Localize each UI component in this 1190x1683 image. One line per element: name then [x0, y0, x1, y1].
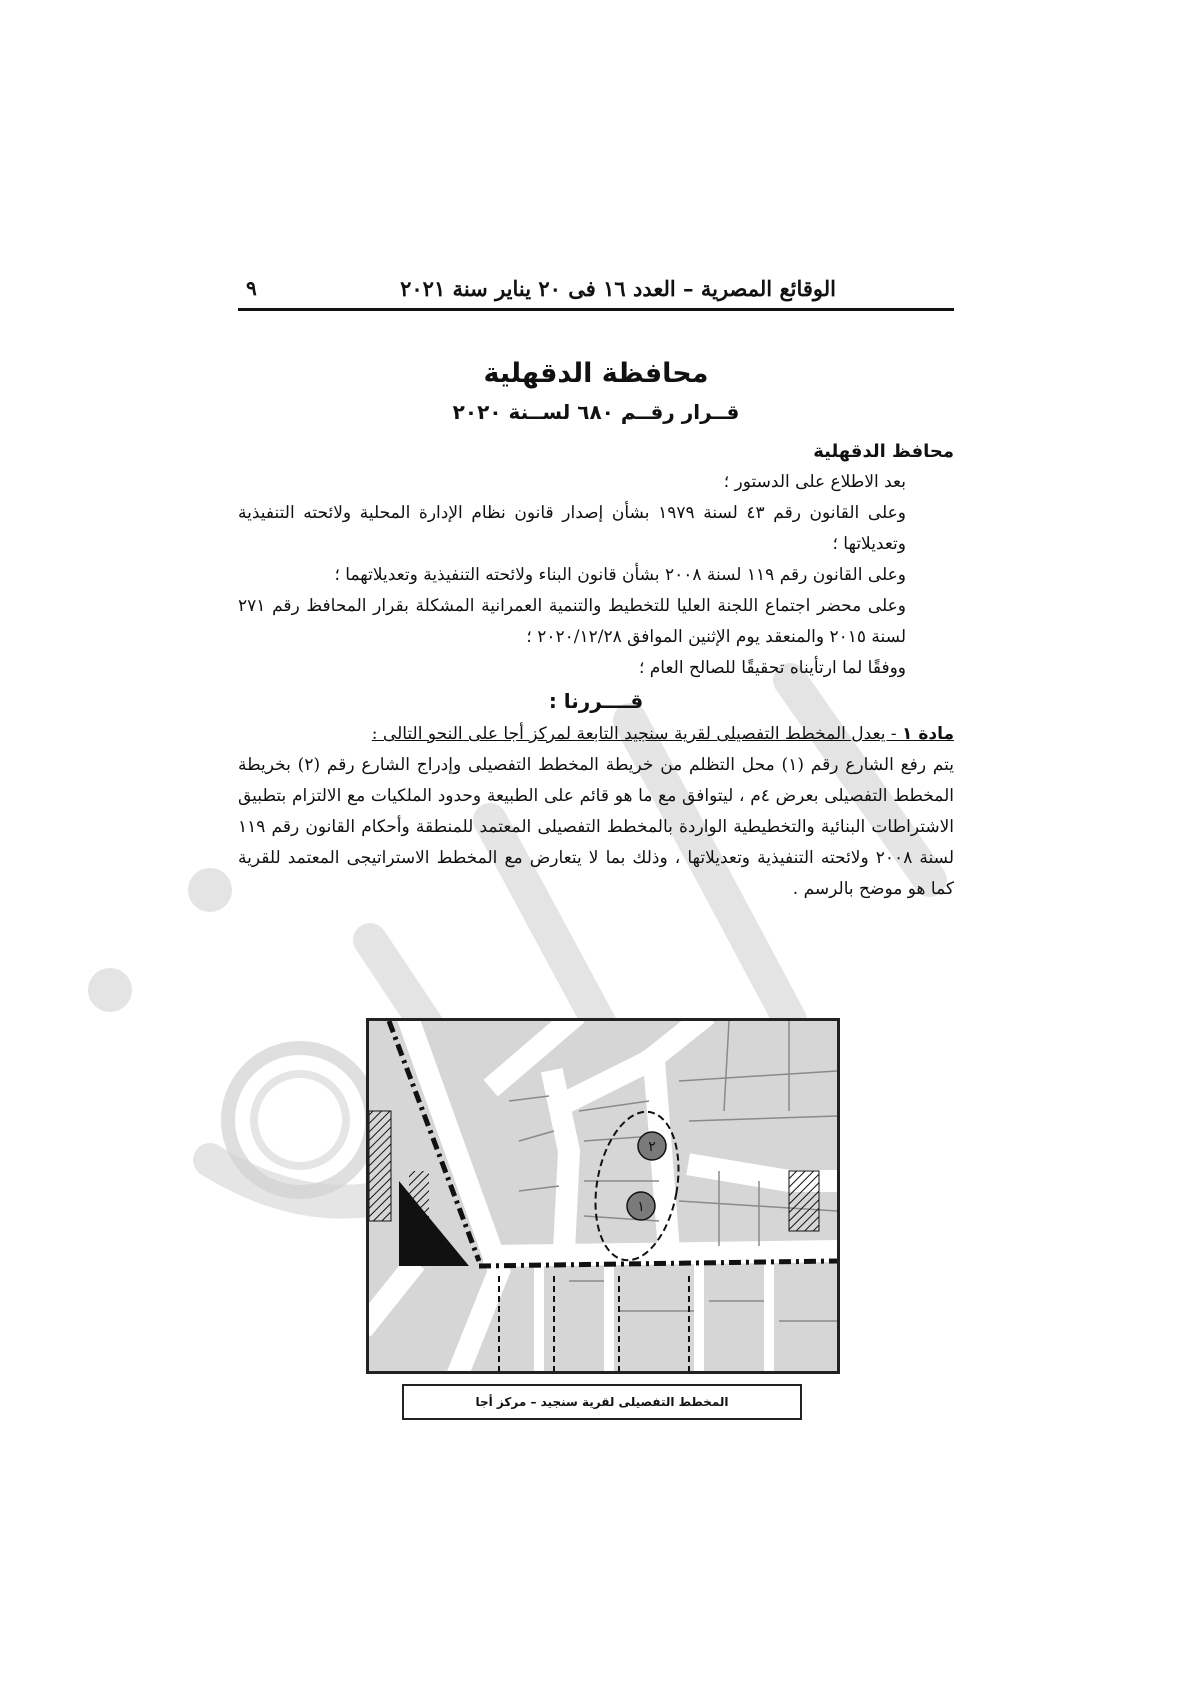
article-label: مادة ١	[902, 724, 954, 744]
page-number: ٩	[246, 276, 257, 300]
article-1	[238, 719, 954, 750]
authority-heading: محافظة الدقهلية	[483, 358, 709, 389]
preamble-line: وعلى القانون رقم ٤٣ لسنة ١٩٧٩ بشأن إصدار قانون نظام الإدارة المحلية ولائحته التنفيذية وتعديلاتها ؛	[238, 503, 906, 554]
preamble-line: ووفقًا لما ارتأيناه تحقيقًا للصالح العام ؛	[638, 658, 906, 678]
preamble-line: بعد الاطلاع على الدستور ؛	[723, 472, 906, 492]
gazette-title: الوقائع المصرية – العدد ١٦ فى ٢٠ يناير سنة ٢٠٢١	[400, 276, 836, 301]
decree-body	[238, 436, 954, 905]
preamble-line: وعلى القانون رقم ١١٩ لسنة ٢٠٠٨ بشأن قانون البناء ولائحته التنفيذية وتعديلاتهما ؛	[334, 565, 906, 585]
street-1-label: ١	[637, 1199, 645, 1215]
preamble-line: وعلى محضر اجتماع اللجنة العليا للتخطيط والتنمية العمرانية المشكلة بقرار المحافظ رقم ٢٧١ لسنة ٢٠١٥ والمنعقد يوم الإثنين الموافق ٢٠٢٠/١٢/٢٨ ؛	[238, 596, 906, 647]
article-body: يتم رفع الشارع رقم (١) محل التظلم من خريطة المخطط التفصيلى وإدراج الشارع رقم (٢) بخريطة المخطط التفصيلى بعرض ٤م ، ليتوافق مع ما هو قائم على الطبيعة وحدود الملكيات مع الالتزام بتطبيق الاشتراطات البنائية والتخطيطية الواردة بالمخطط التفصيلى المعتمد للمنطقة وأحكام القانون رقم ١١٩ لسنة ٢٠٠٨ ولائحته التنفيذية وتعديلاتها ، وذلك بما لا يتعارض مع المخطط الاستراتيجى المعتمد للقرية كما هو موضح بالرسم .	[238, 755, 955, 899]
detailed-plan-map	[366, 1018, 840, 1374]
map-caption: المخطط التفصيلى لقرية سنجيد – مركز أجا	[402, 1384, 802, 1420]
map-drawing	[369, 1021, 837, 1371]
decree-heading: قــرار رقــم ٦٨٠ لســنة ٢٠٢٠	[452, 400, 740, 424]
article-text: - يعدل المخطط التفصيلى لقرية سنجيد التابعة لمركز أجا على النحو التالى :	[371, 724, 903, 744]
gazette-header	[238, 272, 954, 311]
street-2-label: ٢	[648, 1139, 656, 1155]
governor-line: محافظ الدقهلية	[813, 441, 954, 462]
decided-heading: قــــررنا :	[548, 689, 644, 713]
